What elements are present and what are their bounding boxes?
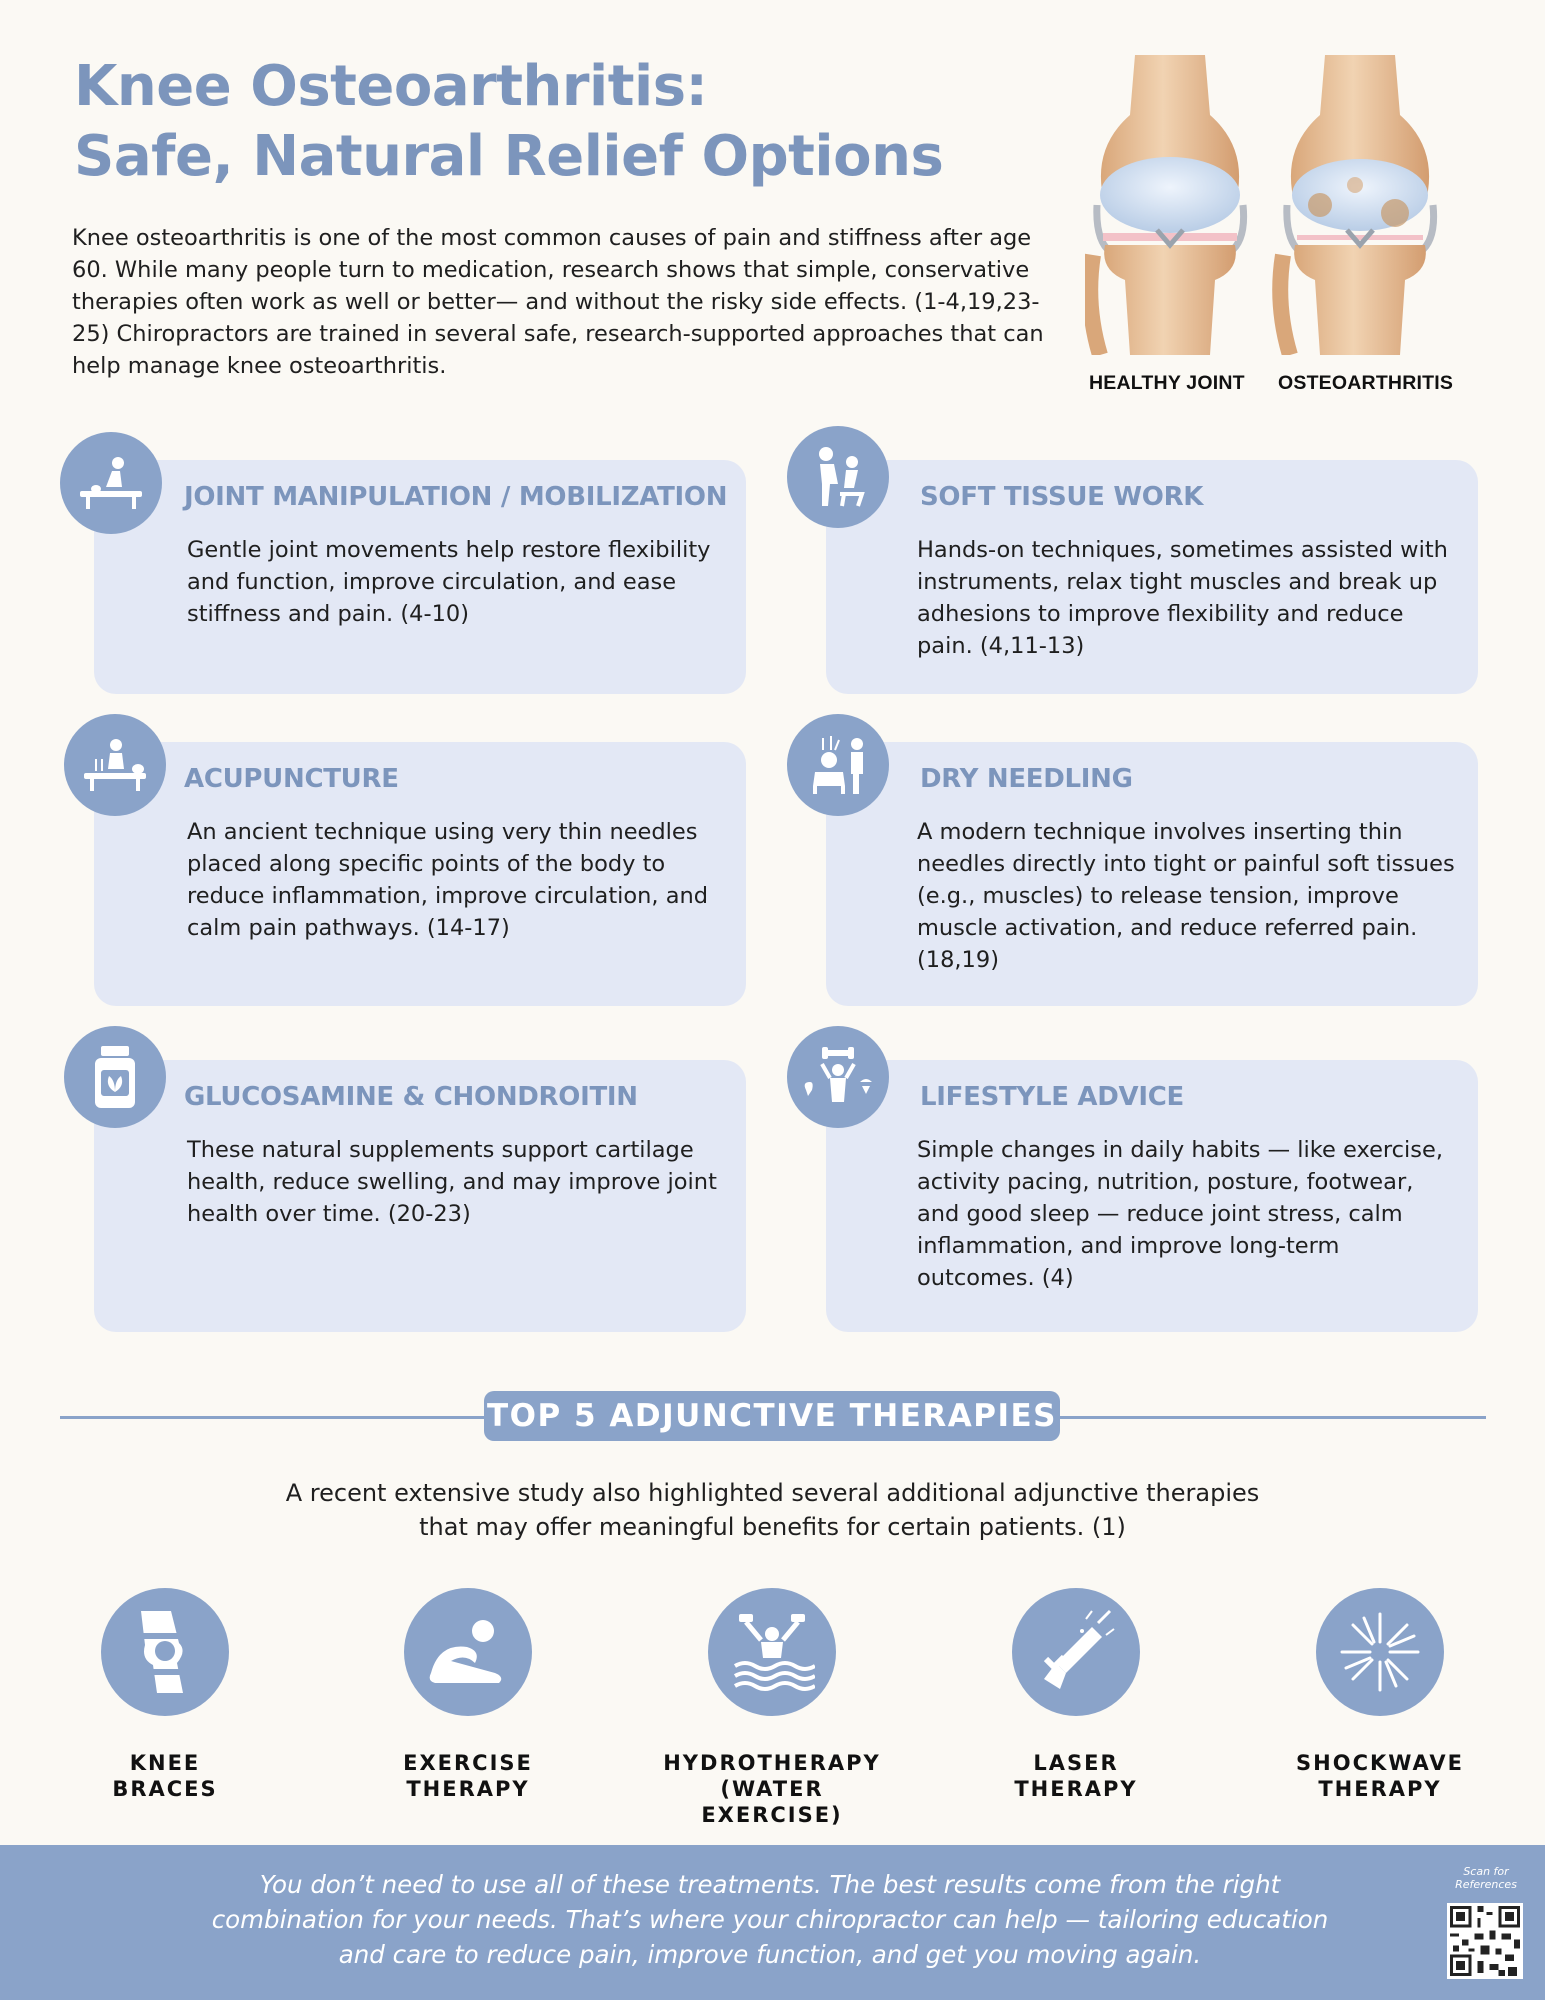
card-title: ACUPUNCTURE xyxy=(184,764,399,794)
water-exercise-icon xyxy=(708,1588,836,1716)
card-title: SOFT TISSUE WORK xyxy=(920,482,1204,512)
intro-paragraph: Knee osteoarthritis is one of the most common causes of pain and stiffness after age 60. While many people turn to medication, research shows that simple, conservative therapies often work as well or better— and without the risky side effects. (1-4,19,23-25) Chiropractors are trained in several safe, research-supported approaches that can help manage knee osteoarthritis. xyxy=(72,225,1044,379)
therapy-label: HYDROTHERAPY (WATER EXERCISE) xyxy=(663,1751,881,1827)
card-text: Simple changes in daily habits — like exercise, activity pacing, nutrition, posture, footwear, and good sleep — reduce joint stress, calm inflammation, and improve long-term outcomes. (4) xyxy=(917,1137,1444,1291)
shockwave-burst-icon xyxy=(1316,1588,1444,1716)
card-text: A modern technique involves inserting thin needles directly into tight or painful soft tissues (e.g., muscles) to release tension, improve muscle activation, and reduce referred pain. (18,19) xyxy=(917,819,1455,973)
card-title: LIFESTYLE ADVICE xyxy=(920,1082,1184,1112)
qr-code[interactable] xyxy=(1447,1903,1523,1979)
therapy-exercise xyxy=(358,1588,578,1802)
title-line-1: Knee Osteoarthritis: xyxy=(74,54,708,119)
therapy-label: LASER THERAPY xyxy=(1014,1751,1138,1801)
therapy-shockwave xyxy=(1270,1588,1490,1802)
card-text: Gentle joint movements help restore flexibility and function, improve circulation, and ease stiffness and pain. (4-10) xyxy=(187,537,711,627)
card-lifestyle xyxy=(826,1060,1478,1332)
footer-banner xyxy=(0,1845,1545,2000)
section-rule-left xyxy=(60,1416,486,1419)
therapy-knee-braces xyxy=(55,1588,275,1802)
lifestyle-icon xyxy=(787,1026,889,1128)
card-title: GLUCOSAMINE & CHONDROITIN xyxy=(184,1082,638,1112)
therapy-hydrotherapy xyxy=(662,1588,882,1828)
subtitle-line-2: that may offer meaningful benefits for certain patients. (1) xyxy=(419,1513,1126,1541)
card-soft-tissue xyxy=(826,460,1478,694)
footer-message: You don’t need to use all of these treatments. The best results come from the right combination for your needs. That’s where your chiropractor can help — tailoring education and care to reduce pain, improve function, and get you moving again. xyxy=(211,1870,1329,1969)
card-title: DRY NEEDLING xyxy=(920,764,1133,794)
acupuncture-table-icon xyxy=(64,714,166,816)
title-line-2: Safe, Natural Relief Options xyxy=(74,124,944,189)
osteoarthritis-label: OSTEOARTHRITIS xyxy=(1278,372,1454,394)
dry-needling-icon xyxy=(787,714,889,816)
subtitle-line-1: A recent extensive study also highlighted several additional adjunctive therapies xyxy=(285,1479,1260,1507)
healthy-joint-label: HEALTHY JOINT xyxy=(1089,372,1245,394)
table-treatment-icon xyxy=(60,432,162,534)
section-rule-right xyxy=(1058,1416,1486,1419)
therapy-label: SHOCKWAVE THERAPY xyxy=(1296,1751,1464,1801)
card-dry-needling xyxy=(826,742,1478,1006)
card-glucosamine xyxy=(94,1060,746,1332)
page-title xyxy=(74,52,943,192)
knee-joint-illustration xyxy=(1085,55,1455,355)
card-acupuncture xyxy=(94,742,746,1006)
card-title: JOINT MANIPULATION / MOBILIZATION xyxy=(184,482,728,512)
card-text: An ancient technique using very thin needles placed along specific points of the body to reduce inflammation, improve circulation, and calm pain pathways. (14-17) xyxy=(187,819,709,941)
qr-caption: Scan for References xyxy=(1455,1865,1517,1891)
osteoarthritis-knee-graphic xyxy=(1280,55,1433,355)
adjunctive-section-title: TOP 5 ADJUNCTIVE THERAPIES xyxy=(484,1391,1060,1441)
card-text: Hands-on techniques, sometimes assisted with instruments, relax tight muscles and break up adhesions to improve flexibility and reduce pain. (4,11-13) xyxy=(917,537,1448,659)
massage-chair-icon xyxy=(787,426,889,528)
supplement-bottle-icon xyxy=(64,1026,166,1128)
therapy-label: KNEE BRACES xyxy=(112,1751,218,1801)
card-text: These natural supplements support cartilage health, reduce swelling, and may improve joint health over time. (20-23) xyxy=(187,1137,717,1227)
exercise-stretch-icon xyxy=(404,1588,532,1716)
adjunctive-section-subtitle xyxy=(200,1476,1345,1544)
therapy-laser xyxy=(966,1588,1186,1802)
card-joint-manipulation xyxy=(94,460,746,694)
therapy-label: EXERCISE THERAPY xyxy=(403,1751,533,1801)
laser-device-icon xyxy=(1012,1588,1140,1716)
healthy-knee-graphic xyxy=(1090,55,1243,355)
knee-brace-icon xyxy=(101,1588,229,1716)
